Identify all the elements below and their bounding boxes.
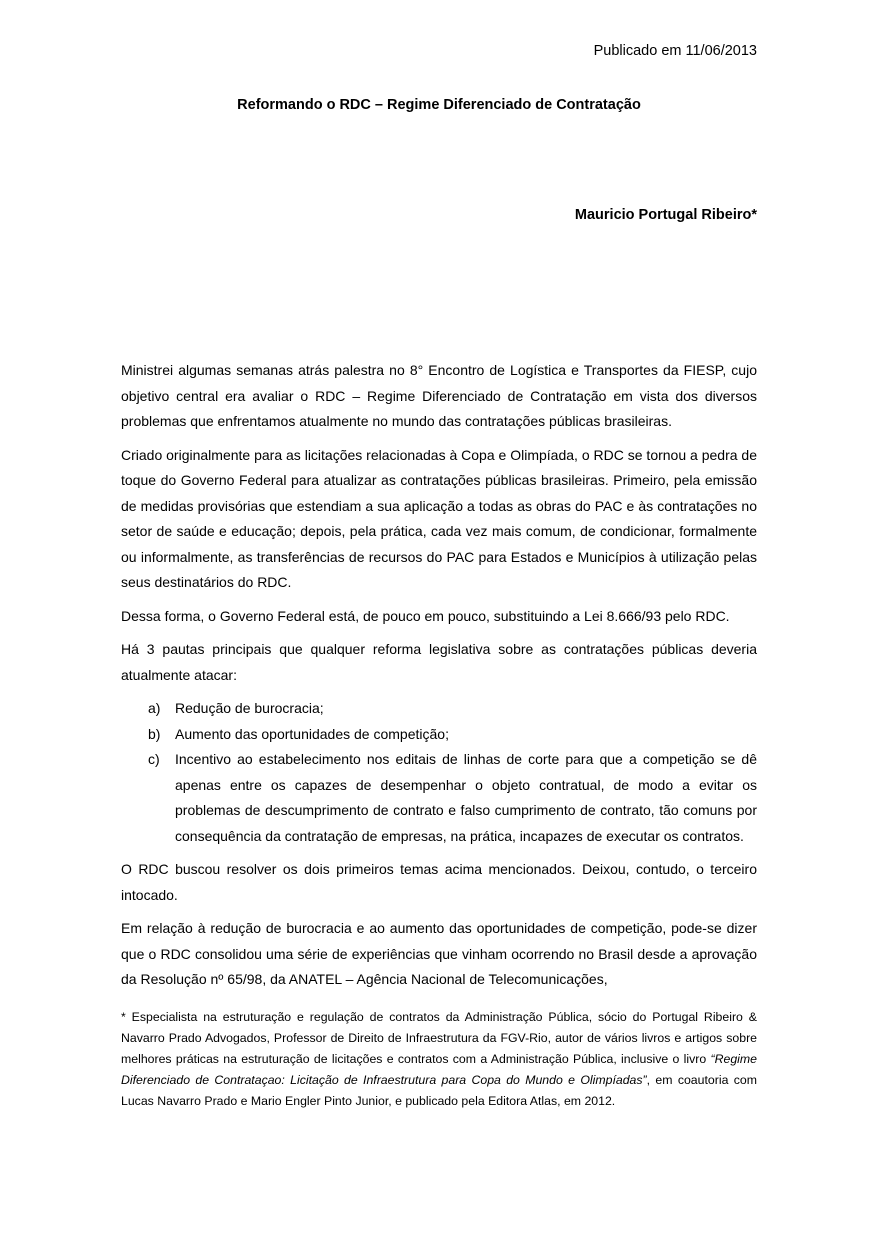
- author-byline: Mauricio Portugal Ribeiro*: [574, 207, 757, 223]
- list-item: [121, 722, 757, 748]
- alpha-list: [121, 696, 757, 849]
- footnote: [121, 1007, 757, 1112]
- published-date: Publicado em 11/06/2013: [593, 43, 757, 59]
- paragraph-1: Ministrei algumas semanas atrás palestra no 8° Encontro de Logística e Transportes da FIESP, cujo objetivo central era avaliar o RDC – Regime Diferenciado de Contratação em vista dos diversos problemas que enfrentamos atualmente no mundo das contratações públicas brasileiras.: [121, 362, 757, 429]
- footnote-text-end: , em coautoria com Lucas Navarro Prado e Mario Engler Pinto Junior, e publicado pela Editora Atlas, em 2012.: [121, 1072, 757, 1108]
- paragraph-2: Criado originalmente para as licitações relacionadas à Copa e Olimpíada, o RDC se tornou a pedra de toque do Governo Federal para atualizar as contratações públicas brasileiras. Primeiro, pela emissão de medidas provisórias que estendiam a sua aplicação a todas as obras do PAC e às contratações no setor de saúde e educação; depois, pela prática, cada vez mais comum, de condicionar, formalmente ou informalmente, as transferências de recursos do PAC para Estados e Municípios à utilização pelas seus destinatários do RDC.: [121, 446, 757, 590]
- footnote-text-start: * Especialista na estruturação e regulação de contratos da Administração Pública, sócio do Portugal Ribeiro & Navarro Prado Advogados, Professor de Direito de Infraestrutura da FGV-Rio, autor de vários livros e artigos sobre melhores práticas na estruturação de licitações e contratos com a Administração Pública, inclusive o livro: [121, 1009, 757, 1066]
- list-item-text: Aumento das oportunidades de competição;: [175, 725, 449, 742]
- list-marker: b): [148, 725, 161, 742]
- list-item-text: Incentivo ao estabelecimento nos editais de linhas de corte para que a competição se dê apenas entre os capazes de desempenhar o objeto contratual, de modo a evitar os problemas de descumprimento de contrato e falso cumprimento de contrato, tão comuns por consequência da contratação de empresas, na prática, incapazes de executar os contratos.: [175, 751, 757, 844]
- paragraph-5: O RDC buscou resolver os dois primeiros temas acima mencionados. Deixou, contudo, o terceiro intocado.: [121, 861, 757, 903]
- list-item: [121, 747, 757, 849]
- list-item-text: Redução de burocracia;: [175, 700, 324, 716]
- list-item: [121, 696, 757, 722]
- list-marker: c): [148, 751, 160, 767]
- document-title: Reformando o RDC – Regime Diferenciado de Contratação: [237, 97, 641, 113]
- list-marker: a): [148, 700, 161, 716]
- body-text: [121, 358, 757, 993]
- book-title: “Regime Diferenciado de Contrataçao: Licitação de Infraestrutura para Copa do Mundo e Olimpíadas”: [121, 1051, 757, 1087]
- paragraph-6: Em relação à redução de burocracia e ao aumento das oportunidades de competição, pode-se dizer que o RDC consolidou uma série de experiências que vinham ocorrendo no Brasil desde a aprovação da Resolução nº 65/98, da ANATEL – Agência Nacional de Telecomunicações,: [121, 920, 757, 987]
- paragraph-4: Há 3 pautas principais que qualquer reforma legislativa sobre as contratações públicas deveria atualmente atacar:: [121, 641, 757, 683]
- paragraph-3: Dessa forma, o Governo Federal está, de pouco em pouco, substituindo a Lei 8.666/93 pelo RDC.: [121, 607, 730, 624]
